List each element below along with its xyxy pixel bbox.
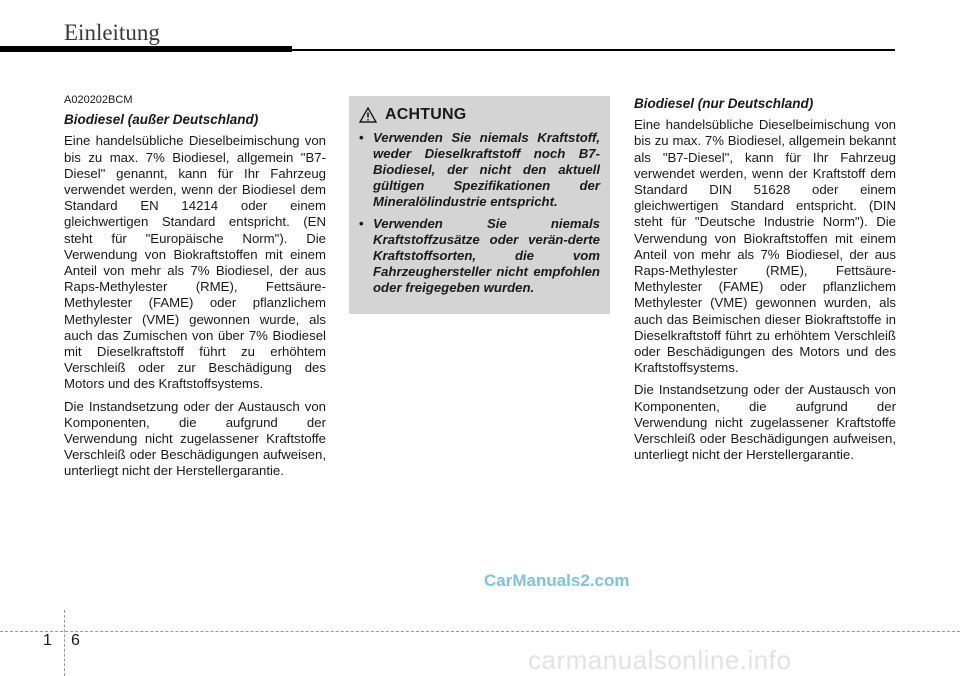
left-paragraph: Die Instandsetzung oder der Austausch von Komponenten, die aufgrund der Verwendung nicht zugelassener Kraftstoffe Verschleiß oder Beschädigungen aufweisen, unterliegt nicht der Herstellergarantie. xyxy=(64,398,326,479)
site-watermark: carmanualsonline.info xyxy=(528,645,792,675)
caution-item: • Verwenden Sie niemals Kraftstoff, weder Dieselkraftstoff noch B7-Biodiesel, der nicht den aktuell gültigen Spezifikationen der Mineralölindustrie entspricht. xyxy=(357,130,600,210)
right-paragraph: Die Instandsetzung oder der Austausch von Komponenten, die aufgrund der Verwendung nicht zugelassener Kraftstoffe Verschleiß oder Beschädigungen aufweisen, unterliegt nicht der Herstellergarantie. xyxy=(634,382,896,463)
left-paragraph: Eine handelsübliche Dieselbeimischung von bis zu max. 7% Biodiesel, allgemein "B7-Diesel" genannt, kann für Ihr Fahrzeug verwendet werden, wenn der Biodiesel dem Standard EN 14214 oder einem gleichwertigen Standard entspricht. (EN steht für "Europäische Norm"). Die Verwendung von Biokraftstoffen mit einem Anteil von mehr als 7% Biodiesel, der aus Raps-Methylester (RME), Fettsäure-Methylester (FAME) oder pflanzlichem Methylester (VME) gewonnen wurde, als auch das Zumischen von über 7% Biodiesel mit Dieselkraftstoff führt zu erhöhtem Verschleiß oder zur Beschädigung des Motors und des Kraftstoffsystems. xyxy=(64,133,326,392)
caution-list xyxy=(357,130,600,296)
page-header-title: Einleitung xyxy=(64,20,160,45)
section-code: A020202BCM xyxy=(64,94,133,106)
page-number: 6 xyxy=(71,632,80,649)
carmanuals-watermark[interactable]: CarManuals2.com xyxy=(484,571,630,590)
header-rule-thin xyxy=(292,49,895,51)
left-column xyxy=(64,92,326,486)
left-heading: Biodiesel (außer Deutschland) xyxy=(64,112,259,128)
caution-header xyxy=(359,106,600,124)
right-column xyxy=(634,92,896,469)
page-number-divider xyxy=(64,610,65,676)
caution-item: • Verwenden Sie niemals Kraftstoffzusätze oder verän-derte Kraftstoffsorten, die vom Fahrzeughersteller nicht empfohlen oder freigegeben wurden. xyxy=(357,216,600,296)
right-paragraph: Eine handelsübliche Dieselbeimischung von bis zu max. 7% Biodiesel, allgemein bekannt als "B7-Diesel", kann für Ihr Fahrzeug verwendet werden, wenn der Kraftstoff dem Standard DIN 51628 oder einem gleichwertigen Standard entspricht. (DIN steht für "Deutsche Industrie Norm"). Die Verwendung von Biokraftstoffen mit einem Anteil von mehr als 7% Biodiesel, der aus Raps-Methylester (RME), Fettsäure-Methylester (FAME) oder pflanzlichem Methylester (VME) gewonnen wurden, als auch das Beimischen dieser Biokraftstoffe in Dieselkraftstoff führt zu erhöhtem Verschleiß oder Beschädigungen des Motors und des Kraftstoffsystems. xyxy=(634,117,896,376)
footer-divider xyxy=(0,631,960,632)
caution-box xyxy=(349,96,610,314)
right-heading: Biodiesel (nur Deutschland) xyxy=(634,96,814,111)
warning-triangle-icon xyxy=(359,107,377,123)
header-rule-thick xyxy=(0,46,292,52)
caution-title: ACHTUNG xyxy=(385,106,467,123)
chapter-number: 1 xyxy=(43,632,52,649)
